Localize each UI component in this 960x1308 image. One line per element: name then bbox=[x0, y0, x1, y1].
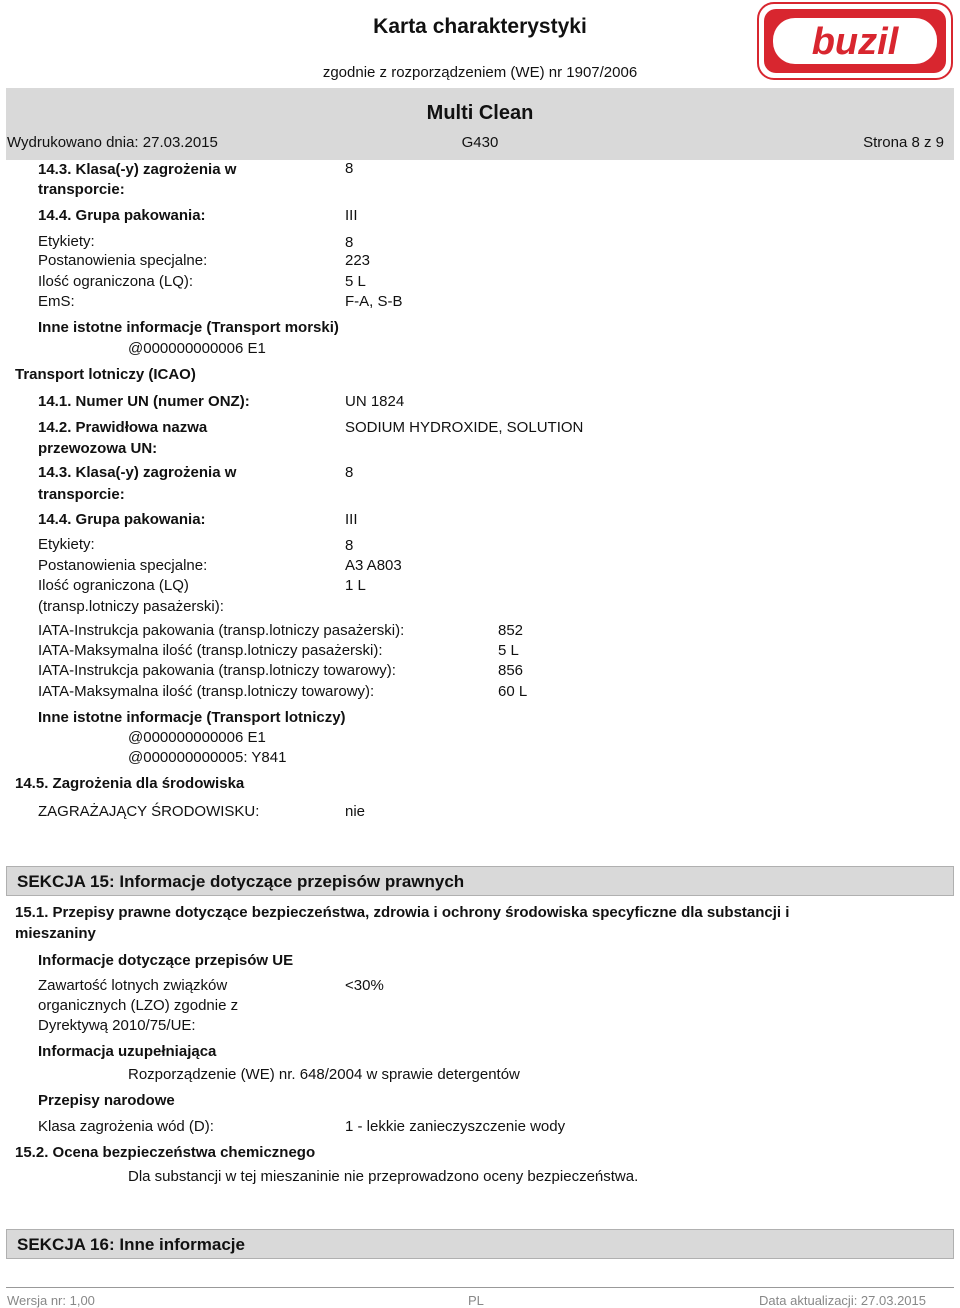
buzil-logo bbox=[757, 2, 953, 80]
air-heading: Transport lotniczy (ICAO) bbox=[15, 366, 196, 383]
product-code: G430 bbox=[461, 134, 499, 151]
sea-other-heading: Inne istotne informacje (Transport morski) bbox=[38, 319, 339, 336]
sea-lq-value: 5 L bbox=[345, 273, 366, 290]
voc-label-3: Dyrektywą 2010/75/UE: bbox=[38, 1017, 196, 1034]
s15-2-heading: 15.2. Ocena bezpieczeństwa chemicznego bbox=[15, 1144, 316, 1161]
document-title: Karta charakterystyki bbox=[373, 15, 587, 38]
air-lq-value: 1 L bbox=[345, 577, 366, 594]
regulation-subtitle: zgodnie z rozporządzeniem (WE) nr 1907/2006 bbox=[322, 64, 638, 81]
air-class-label-2: transporcie: bbox=[38, 486, 125, 503]
water-value: 1 - lekkie zanieczyszczenie wody bbox=[345, 1118, 566, 1135]
sea-group-value: III bbox=[345, 207, 358, 224]
env-heading: 14.5. Zagrożenia dla środowiska bbox=[15, 775, 245, 792]
eu-heading: Informacje dotyczące przepisów UE bbox=[38, 952, 294, 969]
print-date: Wydrukowano dnia: 27.03.2015 bbox=[7, 134, 218, 151]
air-name-value: SODIUM HYDROXIDE, SOLUTION bbox=[345, 419, 584, 436]
iata-label-1: IATA-Maksymalna ilość (transp.lotniczy pasażerski): bbox=[38, 642, 383, 659]
sea-other-value: @000000000006 E1 bbox=[128, 340, 266, 357]
env-label: ZAGRAŻAJĄCY ŚRODOWISKU: bbox=[38, 803, 260, 820]
air-lq-label-1: Ilość ograniczona (LQ) bbox=[38, 577, 189, 594]
air-labels-label: Etykiety: bbox=[38, 536, 95, 553]
supp-value: Rozporządzenie (WE) nr. 648/2004 w sprawie detergentów bbox=[128, 1066, 520, 1083]
air-name-label-2: przewozowa UN: bbox=[38, 440, 158, 457]
sea-class-value: 8 bbox=[345, 160, 354, 177]
air-class-label-1: 14.3. Klasa(-y) zagrożenia w bbox=[38, 464, 237, 481]
national-heading: Przepisy narodowe bbox=[38, 1092, 175, 1109]
iata-value-0: 852 bbox=[498, 622, 524, 639]
air-other-value-1: @000000000006 E1 bbox=[128, 729, 266, 746]
air-group-label: 14.4. Grupa pakowania: bbox=[38, 511, 206, 528]
footer-updated: Data aktualizacji: 27.03.2015 bbox=[759, 1293, 926, 1308]
sea-lq-label: Ilość ograniczona (LQ): bbox=[38, 273, 194, 290]
s15-1-heading-line1: 15.1. Przepisy prawne dotyczące bezpieczeństwa, zdrowia i ochrony środowiska specyficzne dla substancji i bbox=[15, 904, 790, 921]
footer-lang: PL bbox=[468, 1293, 484, 1308]
env-value: nie bbox=[345, 803, 366, 820]
sea-group-label: 14.4. Grupa pakowania: bbox=[38, 207, 206, 224]
supp-heading: Informacja uzupełniająca bbox=[38, 1043, 217, 1060]
voc-value: <30% bbox=[345, 977, 384, 994]
iata-value-3: 60 L bbox=[498, 683, 528, 700]
s15-2-text: Dla substancji w tej mieszaninie nie przeprowadzono oceny bezpieczeństwa. bbox=[128, 1168, 639, 1185]
air-name-label-1: 14.2. Prawidłowa nazwa bbox=[38, 419, 208, 436]
iata-value-2: 856 bbox=[498, 662, 524, 679]
air-lq-label-2: (transp.lotniczy pasażerski): bbox=[38, 598, 224, 615]
voc-label-1: Zawartość lotnych związków bbox=[38, 977, 228, 994]
air-un-value: UN 1824 bbox=[345, 393, 405, 410]
sea-special-label: Postanowienia specjalne: bbox=[38, 252, 208, 269]
air-class-value: 8 bbox=[345, 464, 354, 481]
air-other-heading: Inne istotne informacje (Transport lotniczy) bbox=[38, 709, 346, 726]
air-other-value-2: @000000000005: Y841 bbox=[128, 749, 287, 766]
product-name: Multi Clean bbox=[426, 102, 534, 124]
footer-version: Wersja nr: 1,00 bbox=[7, 1293, 95, 1308]
sea-ems-label: EmS: bbox=[38, 293, 75, 310]
s15-1-heading-line2: mieszaniny bbox=[15, 925, 96, 942]
page-number: Strona 8 z 9 bbox=[863, 134, 944, 151]
logo-text: buzil bbox=[811, 21, 899, 63]
air-group-value: III bbox=[345, 511, 358, 528]
iata-label-0: IATA-Instrukcja pakowania (transp.lotniczy pasażerski): bbox=[38, 622, 405, 639]
air-un-label: 14.1. Numer UN (numer ONZ): bbox=[38, 393, 250, 410]
section-16-bar bbox=[6, 1229, 954, 1259]
sea-special-value: 223 bbox=[345, 252, 371, 269]
sea-class-label: 14.3. Klasa(-y) zagrożenia w transporcie: bbox=[38, 161, 237, 198]
iata-label-2: IATA-Instrukcja pakowania (transp.lotniczy towarowy): bbox=[38, 662, 396, 679]
section-15-bar bbox=[6, 866, 954, 896]
sea-ems-value: F-A, S-B bbox=[345, 293, 403, 310]
iata-label-3: IATA-Maksymalna ilość (transp.lotniczy towarowy): bbox=[38, 683, 375, 700]
air-labels-value: 8 bbox=[345, 537, 354, 554]
footer-divider bbox=[6, 1287, 954, 1288]
sea-labels-value: 8 bbox=[345, 234, 354, 251]
sea-labels-label: Etykiety: bbox=[38, 233, 95, 250]
section-16-title: SEKCJA 16: Inne informacje bbox=[17, 1235, 245, 1254]
section-15-title: SEKCJA 15: Informacje dotyczące przepisów prawnych bbox=[17, 872, 465, 891]
air-special-value: A3 A803 bbox=[345, 557, 402, 574]
water-label: Klasa zagrożenia wód (D): bbox=[38, 1118, 214, 1135]
voc-label-2: organicznych (LZO) zgodnie z bbox=[38, 997, 239, 1014]
iata-value-1: 5 L bbox=[498, 642, 519, 659]
air-special-label: Postanowienia specjalne: bbox=[38, 557, 208, 574]
